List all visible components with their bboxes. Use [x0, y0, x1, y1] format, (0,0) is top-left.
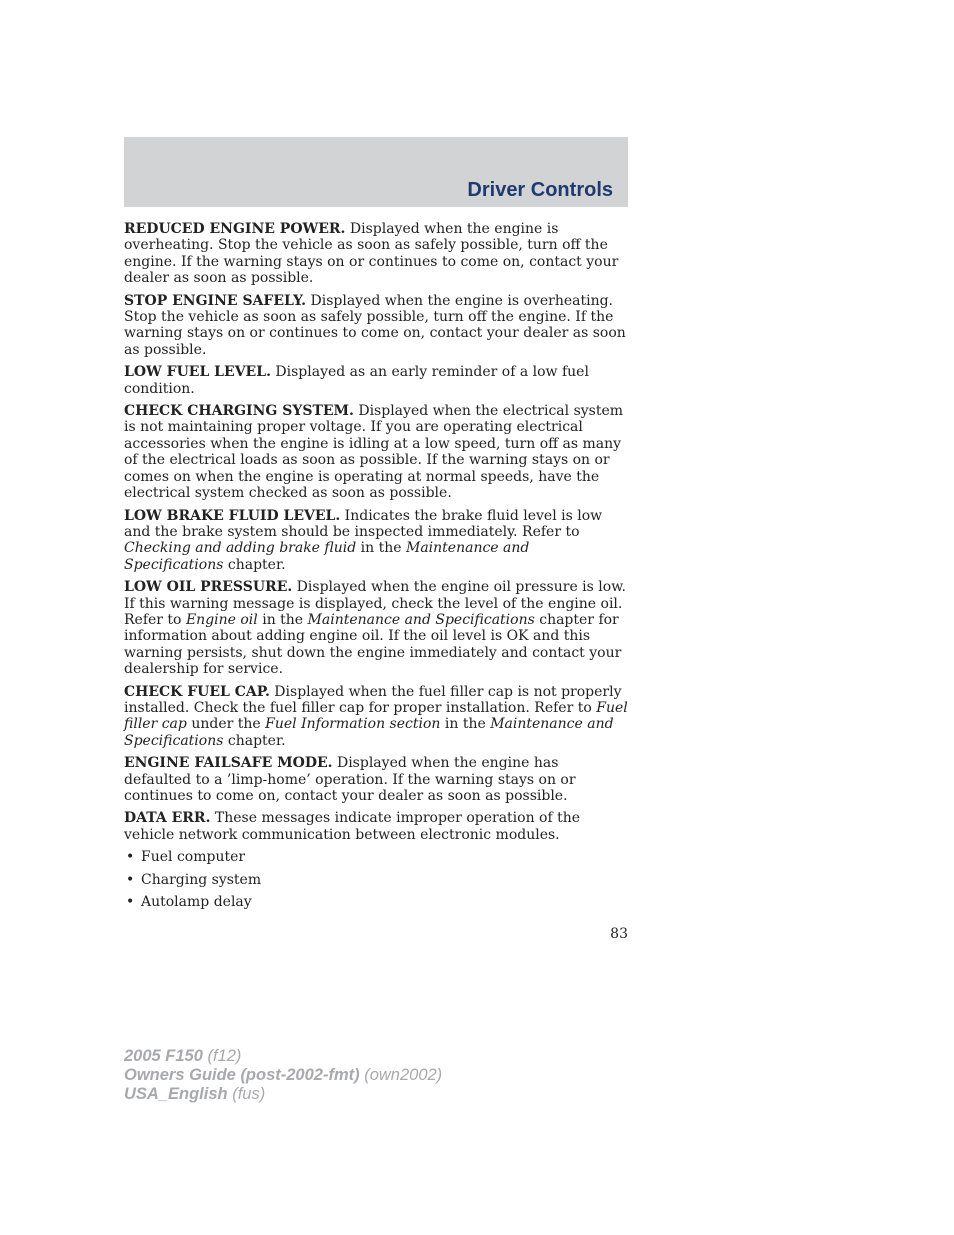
description-text: in the: [257, 611, 308, 628]
bullet-text: Charging system: [141, 871, 262, 888]
bullet-text: Autolamp delay: [141, 894, 252, 911]
description-text: Displayed when the engine has defaulted to a ’limp-home’ operation. If the warning stays on or continues to come on, contact your dealer as soon as possible.: [124, 755, 576, 804]
warning-message-paragraph: [124, 579, 630, 677]
warning-message-term: DATA ERR.: [124, 810, 211, 827]
description-text: Displayed as an early reminder of a low fuel condition.: [124, 364, 589, 397]
bullet-text: Fuel computer: [141, 849, 246, 866]
warning-message-paragraph: [124, 364, 630, 397]
cross-reference: Maintenance and Specifications: [307, 611, 535, 628]
warning-message-term: LOW OIL PRESSURE.: [124, 579, 293, 596]
footer-model: 2005 F150: [124, 1047, 203, 1065]
footer-line-guide: [124, 1066, 442, 1085]
description-text: chapter.: [223, 556, 286, 573]
warning-message-term: LOW FUEL LEVEL.: [124, 364, 271, 381]
bullet-item: [124, 894, 630, 910]
footer-language: USA_English: [124, 1085, 228, 1103]
warning-message-paragraph: [124, 684, 630, 750]
description-text: Displayed when the fuel filler cap is not properly installed. Check the fuel filler cap for proper installation. Refer to: [124, 683, 622, 716]
description-text: Displayed when the electrical system is not maintaining proper voltage. If you are operating electrical accessories when the engine is idling at a low speed, turn off as many of the electrical loads as soon as possible. If the warning stays on or comes on when the engine is operating at normal speeds, have the electrical system checked as soon as possible.: [124, 403, 624, 502]
section-title: Driver Controls: [467, 179, 613, 201]
page-content: [124, 221, 630, 917]
warning-message-term: CHECK FUEL CAP.: [124, 683, 270, 700]
document-footer: [124, 1047, 442, 1104]
cross-reference: Fuel Information section: [265, 716, 441, 733]
bullet-icon: •: [126, 894, 135, 911]
bullet-item: [124, 872, 630, 888]
footer-model-code: (f12): [202, 1047, 242, 1065]
cross-reference: Fuel filler cap: [124, 699, 628, 733]
warning-message-term: STOP ENGINE SAFELY.: [124, 292, 307, 309]
description-text: Displayed when the engine oil pressure is low. If this warning message is displayed, check the level of the engine oil. Refer to: [124, 579, 626, 628]
description-text: These messages indicate improper operation of the vehicle network communication between electronic modules.: [124, 810, 581, 843]
cross-reference: Maintenance and Specifications: [124, 540, 530, 573]
bullet-icon: •: [126, 871, 135, 888]
description-text: Displayed when the engine is overheating. Stop the vehicle as soon as safely possible, turn off the engine. If the warning stays on or continues to come on, contact your dealer as soon as possible.: [124, 292, 626, 358]
footer-line-model: [124, 1047, 442, 1066]
warning-message-paragraph: [124, 810, 630, 843]
section-header-band: [124, 137, 628, 207]
warning-message-paragraph: [124, 221, 630, 287]
description-text: Indicates the brake fluid level is low and the brake system should be inspected immediately. Refer to: [124, 507, 603, 540]
description-text: chapter.: [223, 732, 286, 749]
warning-message-term: REDUCED ENGINE POWER.: [124, 221, 346, 237]
bullet-icon: •: [126, 849, 135, 866]
cross-reference: Maintenance and Specifications: [124, 716, 614, 749]
footer-line-language: [124, 1085, 442, 1104]
warning-message-paragraph: [124, 508, 630, 574]
cross-reference: Engine oil: [185, 611, 258, 628]
warning-message-paragraph: [124, 403, 630, 501]
bullet-item: [124, 849, 630, 865]
warning-message-term: ENGINE FAILSAFE MODE.: [124, 755, 333, 772]
cross-reference: Checking and adding brake fluid: [124, 540, 357, 557]
page-number: 83: [610, 926, 628, 942]
data-err-bullet-list: [124, 849, 630, 911]
description-text: chapter for information about adding engine oil. If the oil level is OK and this warning persists, shut down the engine immediately and contact your dealership for service.: [124, 611, 622, 678]
description-text: Displayed when the engine is overheating. Stop the vehicle as soon as safely possible, turn off the engine. If the warning stays on or continues to come on, contact your dealer as soon as possible.: [124, 221, 619, 287]
footer-guide: Owners Guide (post-2002-fmt): [124, 1066, 360, 1084]
footer-guide-code: (own2002): [359, 1066, 443, 1084]
warning-message-paragraph: [124, 755, 630, 804]
warning-message-term: CHECK CHARGING SYSTEM.: [124, 403, 354, 420]
warning-message-list: [124, 221, 630, 843]
warning-message-paragraph: [124, 293, 630, 359]
description-text: under the: [186, 716, 266, 733]
footer-language-code: (fus): [227, 1085, 266, 1103]
description-text: in the: [440, 716, 491, 733]
description-text: in the: [356, 540, 406, 557]
warning-message-term: LOW BRAKE FLUID LEVEL.: [124, 507, 341, 524]
